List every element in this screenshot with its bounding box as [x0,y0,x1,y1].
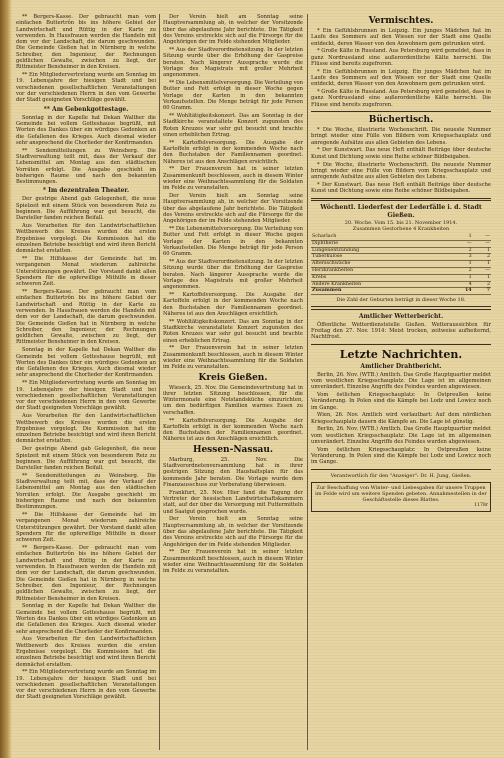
article-paragraph: Der gestrige Abend gab Gelegenheit, die neue Spielzeit mit einem Stück von besonderem Reiz zu beginnen. Die Aufführung war gut besucht, die Darsteller fanden reichen Beifall. [16,196,156,222]
rule [311,198,491,202]
column-divider [307,14,308,750]
article-paragraph: ** Kartoffelversorgung. Die Ausgabe der Kartoffeln erfolgt in der kommenden Woche nach den Buchstaben der Familiennamen geordnet. Näheres ist aus den Anschlägen ersichtlich. [163,139,303,165]
article-paragraph: Frankfurt, 25. Nov. Hier fand die Tagung der Vertreter der hessischen Landwirtschaftskammern statt, auf der über die Versorgung mit Futtermitteln und Saatgut gesprochen wurde. [163,489,303,515]
article-paragraph: ** Die Hilfskasse der Gemeinde hat im vergangenen Monat wiederum zahlreiche Unterstützungen gewährt. Der Vorstand dankt allen Spendern für die opferwillige Mithilfe in dieser schweren Zeit. [16,256,156,288]
article-paragraph: ** Aus der Stadtverordnetensitzung. In der letzten Sitzung wurde über die Erhöhung der Gaspreise beraten. Nach längerer Aussprache wurde die Vorlage des Magistrats mit großer Mehrheit angenommen. [163,46,303,79]
table-cell-label: Altersschwäche [311,261,449,268]
article-paragraph: Aus Vorarbeiten für den Landwirtschaftlichen Wettbewerb des Kreises wurden die ersten Ergebnisse vorgelegt. Die Kommission hat die einzelnen Betriebe besichtigt und wird ihren Bericht demnächst erstatten. [16,223,156,255]
table-row [311,254,491,261]
article-paragraph: * Der Kunstwart. Das neue Heft enthält Beiträge über deutsche Kunst und Dichtung sowie eine Reihe schöner Bildbeigaben. [311,147,491,160]
editor-line: Verantwortlich für den "Anzeiger": Dr. H. Jung, Gießen. [330,472,472,479]
article-paragraph: ** Aus der Stadtverordnetensitzung. In der letzten Sitzung wurde über die Erhöhung der Gaspreise beraten. Nach längerer Aussprache wurde die Vorlage des Magistrats mit großer Mehrheit angenommen. [163,258,303,291]
section-heading-vermischtes: Vermischtes. [368,16,434,26]
article-paragraph: ** Sendemitteilungen zu Weinsberg. Die Stadtverwaltung teilt mit, dass der Verkauf der Lebensmittel am Montag aus den städtischen Vorräten erfolgt. Die Ausgabe geschieht im bisherigen Raume und nach den bekannten Bestimmungen. [16,472,156,511]
article-paragraph: * Die Woche, illustrierte Wochenschrift. Die neueste Nummer bringt wieder eine Fülle von Bildern vom Kriegsschauplatz und anregende Aufsätze aus allen Gebieten des Lebens. [311,127,491,146]
table-cell-label: Krebs [311,274,449,281]
table-cell-label: Tuberkulose [311,254,449,261]
table-row [311,261,491,268]
table-cell-value: 7 [473,288,491,295]
table-row [311,274,491,281]
rule [311,111,491,112]
table-row-total [311,288,491,295]
column-divider [159,14,160,750]
notice-box [311,482,491,512]
statistics-title: Wöchentl. Liederfest der Lederfälle i. d. Stadt Gießen. [320,204,482,219]
table-cell-label: Lungenentzündung [311,247,449,254]
article-paragraph: Der Verein hielt am Sonntag seine Hauptversammlung ab, in welcher der Vorsitzende über das abgelaufene Jahr berichtete. Die Tätigkeit des Vereins erstreckte sich auf die Fürsorge für die Angehörigen der im Felde stehenden Mitglieder. [163,193,303,225]
table-cell-value: 1 [473,261,491,268]
table-row [311,268,491,275]
table-cell-value: 2 [449,268,472,275]
article-paragraph: * Große Kälte in Russland. Aus Petersburg wird gemeldet, dass in ganz Nordrussland eine außerordentliche Kälte herrscht. Die Flüsse sind bereits zugefroren. [311,48,491,67]
article-paragraph: ** Sendemitteilungen zu Weinsberg. Die Stadtverwaltung teilt mit, dass der Verkauf der Lebensmittel am Montag aus den städtischen Vorräten erfolgt. Die Ausgabe geschieht im bisherigen Raume und nach den bekannten Bestimmungen. [16,147,156,186]
table-cell-value: 2 [473,281,491,288]
table-cell-value: 1 [473,274,491,281]
section-heading-hessen: Hessen-Nassau. [192,444,274,455]
subheading-latest: Amtlicher Drahtbericht. [360,362,442,370]
table-cell-value: 14 [449,288,472,295]
article-paragraph: Aus Vorarbeiten für den Landwirtschaftlichen Wettbewerb des Kreises wurden die ersten Ergebnisse vorgelegt. Die Kommission hat die einzelnen Betriebe besichtigt und wird ihren Bericht demnächst erstatten. [16,413,156,445]
table-cell-value: 4 [449,281,472,288]
table-cell-value: 2 [473,254,491,261]
statistics-subtitle-2: Zusammen Gestorbene 4 Krankheiten [352,226,450,233]
article-paragraph: ** Bergers-Kasse. Der gebraucht man vom einfachen Buttertrôn bis ins höhere Gebiet der Landwirtschaft und Rüttig in der Karte zu verwenden. In Hausfrauen werden die Handeln mit dem vor der Landschaft, die darum geschwunden. Die Gemeinde Gießen hat in Nürnberg in welche Schreiber, den Ingenieur, der Rechnungen geldlichen Gewalte, zwischen zu liegt, der Rittmeister Bensheimer in den Kreisen. [16,14,156,71]
statistics-table [311,234,491,295]
section-heading-latest: Letzte Nachrichten. [339,347,463,361]
article-paragraph: ** Der Frauenverein hat in seiner letzten Zusammenkunft beschlossen, auch in diesem Winter wieder eine Weihnachtssammlung für die Soldaten im Felde zu veranstalten. [163,166,303,192]
column-1 [16,14,156,750]
notice-code: 1178r [474,502,488,508]
section-heading-weather: Amtlicher Wetterbericht. [358,312,444,320]
notice-text: Zur Beschaffung von Winter- und Liebesgaben für unsere Truppen im Felde wird um weitere Spenden gebeten. Annahmestellen in der Geschäftsstelle dieses Blattes. [315,484,487,503]
table-cell-value: 1 [449,274,472,281]
article-paragraph: Der Verein hielt am Sonntag seine Hauptversammlung ab, in welcher der Vorsitzende über das abgelaufene Jahr berichtete. Die Tätigkeit des Vereins erstreckte sich auf die Fürsorge für die Angehörigen der im Felde stehenden Mitglieder. [163,14,303,46]
article-paragraph: Marburg, 25. Nov. Die Stadtverordnetenversammlung hat in ihrer gestrigen Sitzung den Haushaltsplan für das kommende Jahr beraten. Die Vorlage wurde dem Finanzausschuss zur Vorberatung überwiesen. [163,456,303,488]
statistics-note: Die Zahl der Geburten beträgt in dieser Woche 18. [336,297,466,304]
rule [311,306,491,310]
article-paragraph: ** Kartoffelversorgung. Die Ausgabe der Kartoffeln erfolgt in der kommenden Woche nach den Buchstaben der Familiennamen geordnet. Näheres ist aus den Anschlägen ersichtlich. [163,417,303,443]
table-cell-value: 2 [449,247,472,254]
article-paragraph: ** Kartoffelversorgung. Die Ausgabe der Kartoffeln erfolgt in der kommenden Woche nach den Buchstaben der Familiennamen geordnet. Näheres ist aus den Anschlägen ersichtlich. [163,291,303,317]
table-cell-value: 1 [449,234,472,240]
article-paragraph: * Ein Gefühlsbrunnen in Leipzig. Ein junges Mädchen hat im Laufe des Sommers auf den Wiesen vor der Stadt eine Quelle entdeckt, deren Wasser von den Anwohnern gern getrunken wird. [311,68,491,88]
article-paragraph: Sonntag in der Kapelle hat Dekan Walther die Gemeinde bei vollem Gotteshause begrüßt, mit Worten des Dankes über ein würdiges Gedenken an die Gefallenen des Krieges. Auch diesmal wieder sehr ansprechend die Chorlieder der Konfirmanden. [16,603,156,635]
article-paragraph: Vom östlichen Kriegsschauplatz: In Ostpreußen keine Veränderung. In Polen sind die Kämpfe bei Lodz und Lowicz noch im Gange. [311,391,491,411]
table-cell-value: — [473,240,491,247]
table-cell-value: — [449,240,472,247]
article-paragraph: Berlin, 26. Nov. (WTB.) Amtlich. Das Große Hauptquartier meldet vom westlichen Kriegsschauplatz: Die Lage ist im allgemeinen unverändert. Einzelne Angriffe des Feindes wurden abgewiesen. [311,426,491,446]
table-cell-label: Zusammen [311,288,449,295]
article-paragraph: ** Der Frauenverein hat in seiner letzten Zusammenkunft beschlossen, auch in diesem Winter wieder eine Weihnachtssammlung für die Soldaten im Felde zu veranstalten. [163,345,303,371]
article-paragraph: ** Ein Mitgliedervertretung wurde am Sonntag im 19. Lebensjahre der hiesigen Stadt und bei verschiedenen gesellschaftlichen Veranstaltungen vor der verschiedenen Herrn in den vom Gewerbe der Stadt geeigneten Vorschläge gewählt. [16,669,156,701]
article-paragraph: ** Wohltätigkeitskonzert. Das am Sonntag in der Stadtkirche veranstaltete Konzert zugunsten des Roten Kreuzes war sehr gut besucht und brachte einen erheblichen Ertrag. [163,318,303,344]
table-cell-label: Scharlach [311,234,449,240]
rule [311,344,491,345]
article-paragraph: Sonntag in der Kapelle hat Dekan Walther die Gemeinde bei vollem Gotteshause begrüßt, mit Worten des Dankes über ein würdiges Gedenken an die Gefallenen des Krieges. Auch diesmal wieder sehr ansprechend die Chorlieder der Konfirmanden. [16,347,156,379]
rule [311,469,491,470]
article-paragraph: Sonntag in der Kapelle hat Dekan Walther die Gemeinde bei vollem Gotteshause begrüßt, mit Worten des Dankes über ein würdiges Gedenken an die Gefallenen des Krieges. Auch diesmal wieder sehr ansprechend die Chorlieder der Konfirmanden. [16,114,156,146]
table-cell-value: — [473,268,491,275]
table-cell-value: 3 [449,254,472,261]
page-edge-shadow [0,0,12,758]
table-cell-label: Andere Krankheiten [311,281,449,288]
article-paragraph: * Ein Gefühlsbrunnen in Leipzig. Ein junges Mädchen hat im Laufe des Sommers auf den Wiesen vor der Stadt eine Quelle entdeckt, deren Wasser von den Anwohnern gern getrunken wird. [311,28,491,47]
article-paragraph: * Der Kunstwart. Das neue Heft enthält Beiträge über deutsche Kunst und Dichtung sowie eine Reihe schöner Bildbeigaben. [311,181,491,195]
article-paragraph: ** Der Frauenverein hat in seiner letzten Zusammenkunft beschlossen, auch in diesem Winter wieder eine Weihnachtssammlung für die Soldaten im Felde zu veranstalten. [163,549,303,575]
article-paragraph: ** Ein Mitgliedervertretung wurde am Sonntag im 19. Lebensjahre der hiesigen Stadt und bei verschiedenen gesellschaftlichen Veranstaltungen vor der verschiedenen Herrn in den vom Gewerbe der Stadt geeigneten Vorschläge gewählt. [16,72,156,104]
article-paragraph: Aus Vorarbeiten für den Landwirtschaftlichen Wettbewerb des Kreises wurden die ersten Ergebnisse vorgelegt. Die Kommission hat die einzelnen Betriebe besichtigt und wird ihren Bericht demnächst erstatten. [16,636,156,668]
section-heading-buechertisch: Büchertisch. [368,115,434,126]
table-row [311,240,491,247]
article-paragraph: Vom östlichen Kriegsschauplatz: In Ostpreußen keine Veränderung. In Polen sind die Kämpfe bei Lodz und Lowicz noch im Gange. [311,446,491,466]
table-cell-label: Diphtherie [311,240,449,247]
article-paragraph: * Die Woche, illustrierte Wochenschrift. Die neueste Nummer bringt wieder eine Fülle von Bildern vom Kriegsschauplatz und anregende Aufsätze aus allen Gebieten des Lebens. [311,161,491,181]
article-paragraph: Der Verein hielt am Sonntag seine Hauptversammlung ab, in welcher der Vorsitzende über das abgelaufene Jahr berichtete. Die Tätigkeit des Vereins erstreckte sich auf die Fürsorge für die Angehörigen der im Felde stehenden Mitglieder. [163,516,303,548]
article-paragraph: ** Ein Mitgliedervertretung wurde am Sonntag im 19. Lebensjahre der hiesigen Stadt und bei verschiedenen gesellschaftlichen Veranstaltungen vor der verschiedenen Herrn in den vom Gewerbe der Stadt geeigneten Vorschläge gewählt. [16,380,156,412]
article-paragraph: ** Bergers-Kasse. Der gebraucht man vom einfachen Buttertrôn bis ins höhere Gebiet der Landwirtschaft und Rüttig in der Karte zu verwenden. In Hausfrauen werden die Handeln mit dem vor der Landschaft, die darum geschwunden. Die Gemeinde Gießen hat in Nürnberg in welche Schreiber, den Ingenieur, der Rechnungen geldlichen Gewalte, zwischen zu liegt, der Rittmeister Bensheimer in den Kreisen. [16,289,156,346]
section-heading: * Im dezentralen Theater. [42,187,130,195]
statistics-subtitle: 20. Woche. Vom 15. bis 21. November 1914. [344,220,458,227]
article-paragraph: ** Die Lebensmittelversorgung. Die Verteilung von Butter und Fett erfolgt in dieser Woche gegen Vorlage der Karten in den bekannten Verkaufsstellen. Die Menge beträgt für jede Person 60 Gramm. [163,79,303,112]
article-paragraph: ** Die Lebensmittelversorgung. Die Verteilung von Butter und Fett erfolgt in dieser Woche gegen Vorlage der Karten in den bekannten Verkaufsstellen. Die Menge beträgt für jede Person 60 Gramm. [163,226,303,258]
article-paragraph: Wien, 26. Nov. Amtlich wird verlautbart: Auf dem nördlichen Kriegsschauplatz dauern die Kämpfe an. Die Lage ist günstig. [311,412,491,425]
table-cell-value: 1 [473,247,491,254]
article-paragraph: ** Die Hilfskasse der Gemeinde hat im vergangenen Monat wiederum zahlreiche Unterstützungen gewährt. Der Vorstand dankt allen Spendern für die opferwillige Mithilfe in dieser schweren Zeit. [16,512,156,544]
column-2 [163,14,303,750]
article-paragraph: Wieseck, 25. Nov. Die Gemeindevertretung hat in ihrer letzten Sitzung beschlossen, für die Wintermonate eine Notstandsküche einzurichten, um den bedürftigen Familien warmes Essen zu verschaffen. [163,384,303,416]
table-cell-label: Herzkrankheiten [311,268,449,275]
article-paragraph: Der gestrige Abend gab Gelegenheit, die neue Spielzeit mit einem Stück von besonderem Reiz zu beginnen. Die Aufführung war gut besucht, die Darsteller fanden reichen Beifall. [16,446,156,472]
article-paragraph: * Große Kälte in Russland. Aus Petersburg wird gemeldet, dass in ganz Nordrussland eine außerordentliche Kälte herrscht. Die Flüsse sind bereits zugefroren. [311,89,491,108]
article-paragraph: ** Wohltätigkeitskonzert. Das am Sonntag in der Stadtkirche veranstaltete Konzert zugunsten des Roten Kreuzes war sehr gut besucht und brachte einen erheblichen Ertrag. [163,112,303,138]
column-3 [311,14,491,750]
article-paragraph: Berlin, 26. Nov. (WTB.) Amtlich. Das Große Hauptquartier meldet vom westlichen Kriegsschauplatz: Die Lage ist im allgemeinen unverändert. Einzelne Angriffe des Feindes wurden abgewiesen. [311,371,491,391]
article-paragraph: Öffentliche Wetterdienststelle Gießen. Wetteraussichten für Freitag den 27. Nov. 1914: Meist trocken, zeitweise aufheiternd, Nachtfrost. [311,321,491,341]
section-heading: ** Am Gebenkgottestage. [43,105,129,113]
table-cell-value: 1 [449,261,472,268]
table-cell-value: — [473,234,491,240]
section-heading-kreis: Kreis Gießen. [198,372,268,383]
article-paragraph: ** Bergers-Kasse. Der gebraucht man vom einfachen Buttertrôn bis ins höhere Gebiet der Landwirtschaft und Rüttig in der Karte zu verwenden. In Hausfrauen werden die Handeln mit dem vor der Landschaft, die darum geschwunden. Die Gemeinde Gießen hat in Nürnberg in welche Schreiber, den Ingenieur, der Rechnungen geldlichen Gewalte, zwischen zu liegt, der Rittmeister Bensheimer in den Kreisen. [16,545,156,602]
table-row [311,247,491,254]
